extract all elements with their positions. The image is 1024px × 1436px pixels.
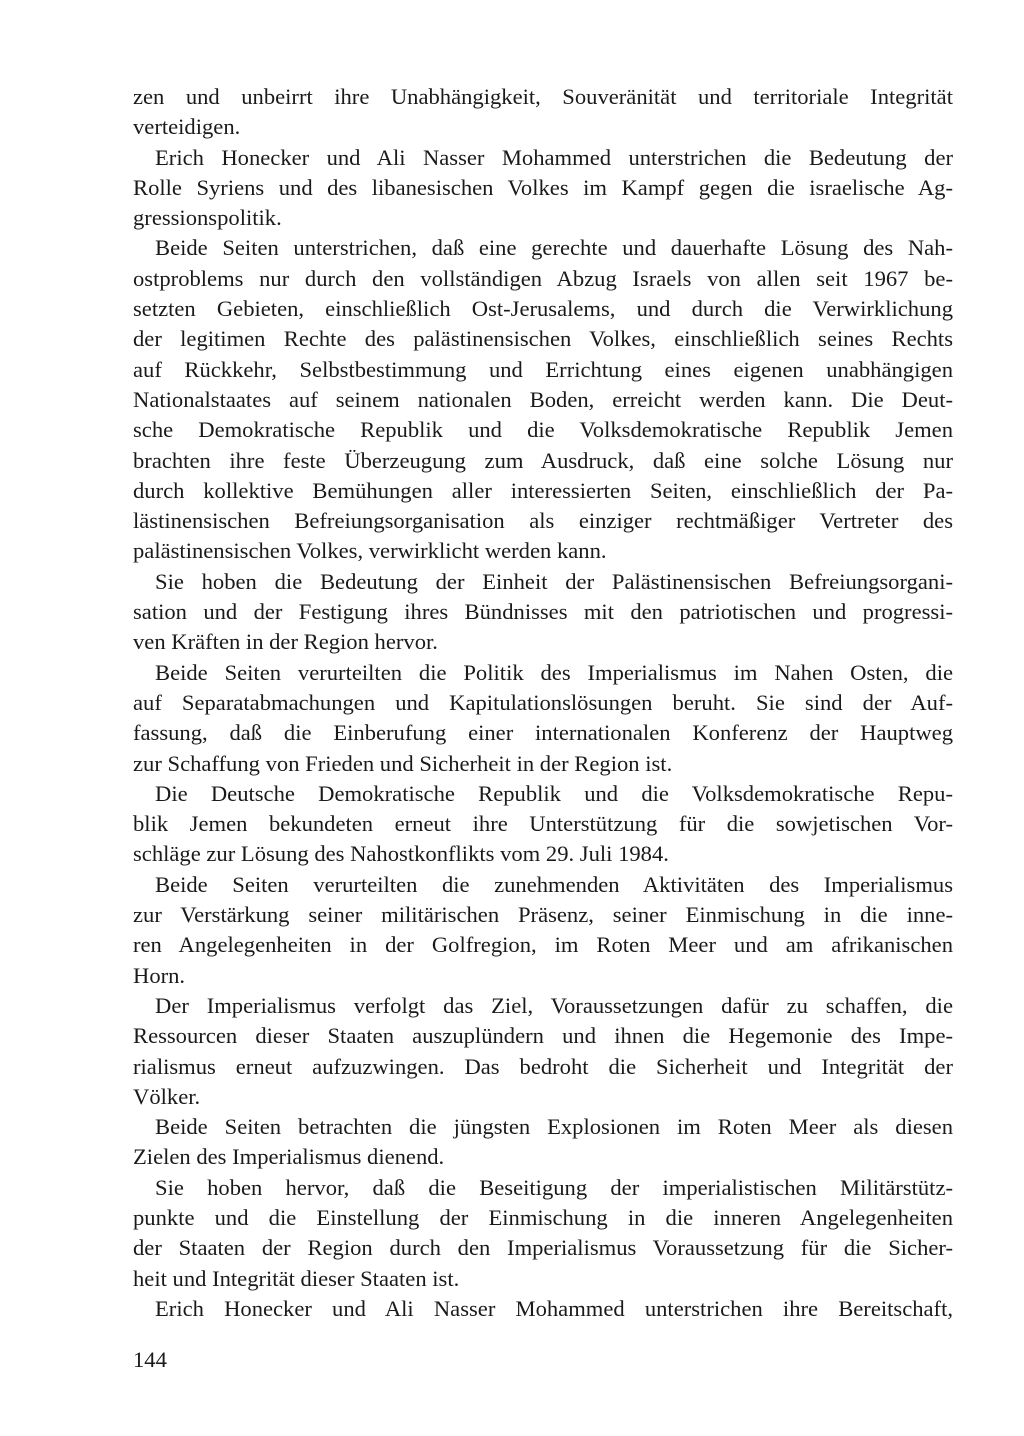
text-line: brachten ihre feste Überzeugung zum Ausdruck, daß eine solche Lösung nur — [133, 447, 953, 473]
text-line: fassung, daß die Einberufung einer internationalen Konferenz der Hauptweg — [133, 720, 953, 746]
text-line: auf Rückkehr, Selbstbestimmung und Errichtung eines eigenen unabhängigen — [133, 356, 953, 382]
text-line: Ressourcen dieser Staaten auszuplündern und ihnen die Hegemonie des Impe- — [133, 1023, 953, 1049]
paragraph — [133, 658, 953, 779]
text-line: Völker. — [133, 1083, 201, 1109]
paragraph — [133, 870, 953, 991]
paragraph — [133, 779, 953, 870]
text-line: blik Jemen bekundeten erneut ihre Unterstützung für die sowjetischen Vor- — [133, 811, 953, 837]
text-line: sation und der Festigung ihres Bündnisses mit den patriotischen und progressi- — [133, 599, 953, 625]
text-line: Beide Seiten verurteilten die zunehmenden Aktivitäten des Imperialismus — [155, 871, 953, 897]
text-line: Erich Honecker und Ali Nasser Mohammed unterstrichen die Bedeutung der — [155, 144, 953, 170]
text-line: heit und Integrität dieser Staaten ist. — [133, 1265, 460, 1291]
text-line: Beide Seiten betrachten die jüngsten Explosionen im Roten Meer als diesen — [155, 1114, 953, 1140]
paragraph — [133, 1173, 953, 1294]
text-line: zur Schaffung von Frieden und Sicherheit in der Region ist. — [133, 750, 673, 776]
text-line: Horn. — [133, 962, 186, 988]
text-line: ven Kräften in der Region hervor. — [133, 629, 438, 655]
text-line: Beide Seiten verurteilten die Politik des Imperialismus im Nahen Osten, die — [155, 659, 953, 685]
text-line: Sie hoben hervor, daß die Beseitigung der imperialistischen Militärstütz- — [155, 1174, 953, 1200]
text-line: palästinensischen Volkes, verwirklicht werden kann. — [133, 538, 607, 564]
text-line: ren Angelegenheiten in der Golfregion, im Roten Meer und am afrikanischen — [133, 932, 953, 958]
text-line: verteidigen. — [133, 114, 241, 140]
text-line: Beide Seiten unterstrichen, daß eine gerechte und dauerhafte Lösung des Nah- — [155, 235, 953, 261]
text-line: durch kollektive Bemühungen aller interessierten Seiten, einschließlich der Pa- — [133, 477, 953, 503]
text-line: gressionspolitik. — [133, 205, 282, 231]
text-line: lästinensischen Befreiungsorganisation als einziger rechtmäßiger Vertreter des — [133, 508, 953, 534]
text-line: Die Deutsche Demokratische Republik und die Volksdemokratische Repu- — [155, 780, 953, 806]
text-line: zen und unbeirrt ihre Unabhängigkeit, Souveränität und territoriale Integrität — [133, 84, 953, 109]
paragraph — [133, 1112, 953, 1173]
paragraph — [133, 143, 953, 234]
text-line: Zielen des Imperialismus dienend. — [133, 1144, 445, 1170]
text-line: der legitimen Rechte des palästinensischen Volkes, einschließlich seines Rechts — [133, 326, 953, 352]
text-line: auf Separatabmachungen und Kapitulationslösungen beruht. Sie sind der Auf- — [133, 689, 953, 715]
text-line: Sie hoben die Bedeutung der Einheit der Palästinensischen Befreiungsorgani- — [155, 568, 953, 594]
paragraph — [133, 1294, 953, 1324]
text-line: Erich Honecker und Ali Nasser Mohammed unterstrichen ihre Bereitschaft, — [155, 1295, 953, 1321]
paragraph — [133, 233, 953, 566]
text-line: Nationalstaates auf seinem nationalen Boden, erreicht werden kann. Die Deut- — [133, 386, 953, 412]
body-text — [133, 82, 953, 1324]
text-line: rialismus erneut aufzuzwingen. Das bedroht die Sicherheit und Integrität der — [133, 1053, 953, 1079]
text-line: punkte und die Einstellung der Einmischung in die inneren Angelegenheiten — [133, 1204, 953, 1230]
text-line: schläge zur Lösung des Nahostkonflikts vom 29. Juli 1984. — [133, 841, 669, 867]
text-line: ostproblems nur durch den vollständigen Abzug Israels von allen seit 1967 be- — [133, 265, 953, 291]
paragraph — [133, 82, 953, 143]
paragraph — [133, 567, 953, 658]
text-line: Der Imperialismus verfolgt das Ziel, Voraussetzungen dafür zu schaffen, die — [155, 992, 953, 1018]
text-line: zur Verstärkung seiner militärischen Präsenz, seiner Einmischung in die inne- — [133, 902, 953, 928]
paragraph — [133, 991, 953, 1112]
page-number: 144 — [133, 1347, 167, 1372]
text-line: Rolle Syriens und des libanesischen Volkes im Kampf gegen die israelische Ag- — [133, 174, 953, 200]
text-line: sche Demokratische Republik und die Volksdemokratische Republik Jemen — [133, 417, 953, 443]
text-line: setzten Gebieten, einschließlich Ost-Jerusalems, und durch die Verwirklichung — [133, 296, 953, 322]
text-line: der Staaten der Region durch den Imperialismus Voraussetzung für die Sicher- — [133, 1235, 953, 1261]
